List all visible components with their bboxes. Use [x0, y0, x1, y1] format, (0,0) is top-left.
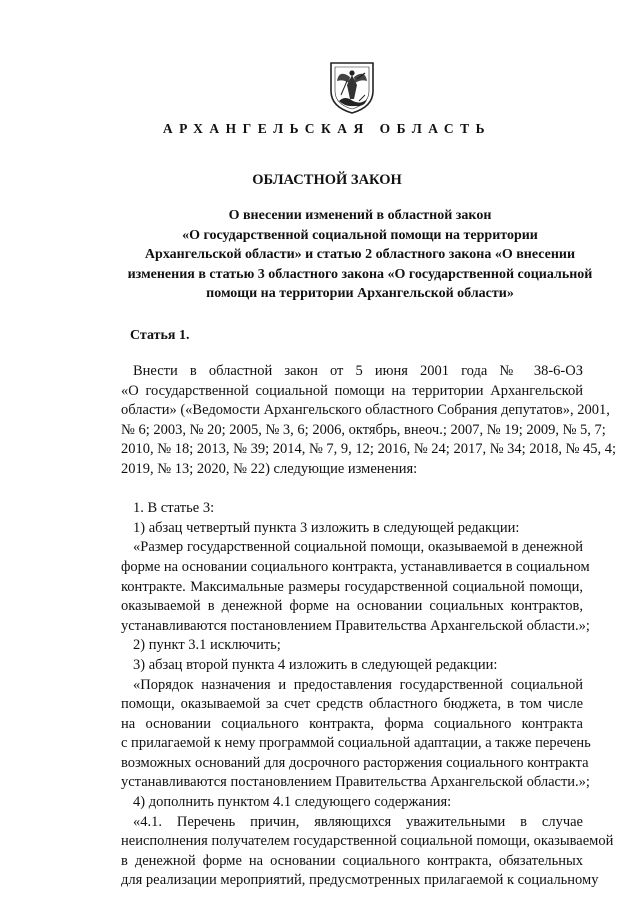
- paragraph-line: 2019, № 13; 2020, № 22) следующие изменения:: [121, 460, 418, 477]
- coat-of-arms-icon: [329, 61, 375, 115]
- region-name: АРХАНГЕЛЬСКАЯ ОБЛАСТЬ: [162, 121, 492, 136]
- list-item: 3) абзац второй пункта 4 изложить в следующей редакции:: [133, 656, 498, 673]
- quote-line: «Порядок назначения и предоставления государственной социальной: [133, 676, 583, 693]
- list-item: 4) дополнить пунктом 4.1 следующего содержания:: [133, 794, 452, 811]
- paragraph-line: области» («Ведомости Архангельского областного Собрания депутатов», 2001,: [121, 402, 610, 419]
- quote-line: с прилагаемой к нему программой социальной адаптации, а также перечень: [121, 735, 591, 752]
- paragraph-line: 2010, № 18; 2013, № 39; 2014, № 7, 9, 12; 2016, № 24; 2017, № 34; 2018, № 45, 4;: [121, 441, 617, 458]
- quote-line: контракте. Максимальные размеры государственной социальной помощи,: [121, 578, 583, 595]
- quote-line: для реализации мероприятий, предусмотренных прилагаемой к социальному: [121, 872, 599, 889]
- quote-line: «4.1. Перечень причин, являющихся уважительными в случае: [133, 813, 583, 830]
- quote-line: в денежной форме на основании социального контракта, обязательных: [121, 852, 583, 869]
- list-item: 2) пункт 3.1 исключить;: [133, 637, 281, 654]
- law-title-line: изменения в статью 3 областного закона «О государственной социальной: [127, 266, 593, 282]
- document-type: ОБЛАСТНОЙ ЗАКОН: [252, 172, 402, 188]
- article-body: [121, 362, 617, 891]
- list-item: 1) абзац четвертый пункта 3 изложить в следующей редакции:: [133, 519, 520, 536]
- law-title-line: помощи на территории Архангельской области»: [206, 286, 514, 301]
- law-title-line: О внесении изменений в областной закон: [228, 208, 492, 223]
- paragraph-line: Внести в областной закон от 5 июня 2001 года № 38-6-ОЗ: [133, 363, 583, 379]
- paragraph-line: № 6; 2003, № 20; 2005, № 3, 6; 2006, октябрь, внеоч.; 2007, № 19; 2009, № 5, 7;: [121, 421, 606, 438]
- law-title: [60, 206, 640, 304]
- quote-line: помощи, оказываемой за счет средств областного бюджета, в том числе: [121, 696, 583, 713]
- quote-line: устанавливаются постановлением Правительства Архангельской области.»;: [121, 617, 590, 634]
- quote-line: на основании социального контракта, форма социального контракта: [121, 715, 583, 732]
- paragraph-line: «О государственной социальной помощи на территории Архангельской: [121, 382, 583, 399]
- quote-line: возможных оснований для досрочного расторжения социального контракта: [121, 754, 589, 771]
- article-heading: Статья 1.: [130, 328, 190, 343]
- law-title-line: Архангельской области» и статью 2 областного закона «О внесении: [144, 247, 576, 262]
- section-heading: 1. В статье 3:: [133, 500, 215, 517]
- quote-line: оказываемой в денежной форме на основании социальных контрактов,: [121, 598, 583, 615]
- spacer: [121, 480, 583, 500]
- quote-line: «Размер государственной социальной помощи, оказываемой в денежной: [133, 539, 583, 556]
- quote-line: форме на основании социального контракта, устанавливается в социальном: [121, 558, 590, 575]
- quote-line: устанавливаются постановлением Правительства Архангельской области.»;: [121, 774, 590, 791]
- quote-line: неисполнения получателем государственной социальной помощи, оказываемой: [121, 833, 614, 850]
- law-title-line: «О государственной социальной помощи на территории: [182, 227, 538, 243]
